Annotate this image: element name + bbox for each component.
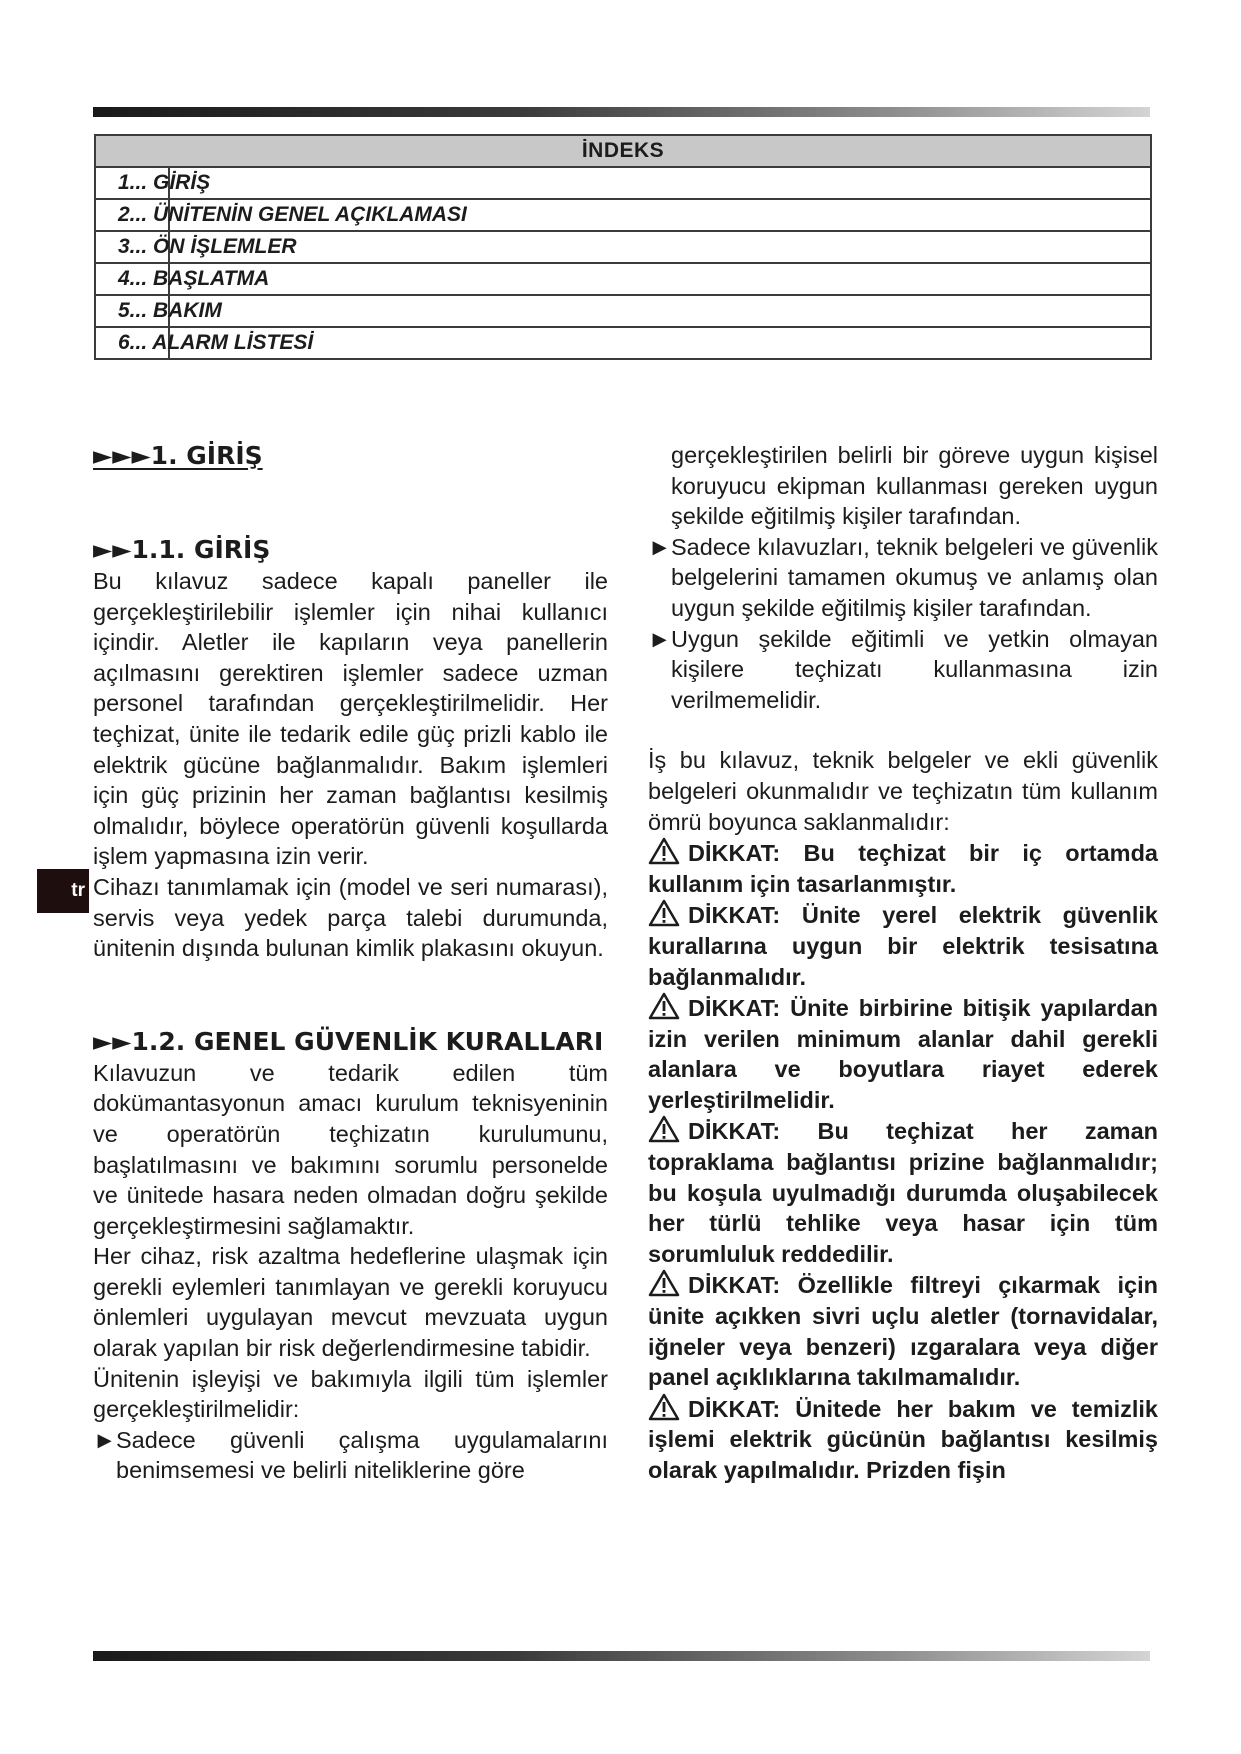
left-column (93, 440, 608, 1486)
warning-triangle-icon (648, 1393, 680, 1421)
index-title: İNDEKS (96, 136, 1150, 168)
index-item[interactable]: 1... GİRİŞ (96, 168, 1150, 200)
section-1-1-paragraph: Cihazı tanımlamak için (model ve seri numarası), servis veya yedek parça talebi durumunda, ünitenin dışında bulunan kimlik plakasını okuyun. (93, 873, 608, 962)
warning-triangle-icon (648, 837, 680, 865)
right-column (648, 440, 1158, 1486)
index-item[interactable]: 4... BAŞLATMA (96, 264, 1150, 296)
warning-text: DİKKAT: Ünitede her bakım ve temizlik işlemi elektrik gücünün bağlantısı kesilmiş olarak yapılmalıdır. Prizden fişin (648, 1395, 1158, 1483)
top-rule (93, 107, 1150, 117)
bottom-rule (93, 1651, 1150, 1661)
section-1-2-paragraph: Kılavuzun ve tedarik edilen tüm dokümantasyonun amacı kurulum teknisyeninin ve operatörün teçhizatın kurulumunu, başlatılmasını ve bakımını sorumlu personelde ve ünitede hasara neden olmadan doğru şekilde gerçekleştirmesini sağlamaktır. (93, 1059, 608, 1239)
index-item[interactable]: 2... ÜNİTENİN GENEL AÇIKLAMASI (96, 200, 1150, 232)
bullet-arrow-icon: ► (93, 1426, 117, 1453)
section-1-2-paragraph: Her cihaz, risk azaltma hedeflerine ulaşmak için gerekli eylemleri tanımlayan ve gerekli koruyucu önlemleri uygulayan mevcut mevzuata uygun olarak yapılan bir risk değerlendirmesine tabidir. (93, 1243, 608, 1362)
warning-text: DİKKAT: Özellikle filtreyi çıkarmak için ünite açıkken sivri uçlu aletler (tornavidalar, iğneler veya benzeri) ızgaralara veya diğer panel açıklıklarına takılmamalıdır. (648, 1272, 1158, 1391)
warning-item (648, 837, 1158, 899)
bullet-continuation: gerçekleştirilen belirli bir göreve uygun kişisel koruyucu ekipman kullanması gereken uygun şekilde eğitilmiş kişiler tarafından. (671, 442, 1158, 530)
section-1-2-heading: ►►1.2. GENEL GÜVENLİK KURALLARI (93, 1026, 604, 1056)
section-1-1-heading: ►►1.1. GİRİŞ (93, 535, 271, 564)
warning-item (648, 1269, 1158, 1392)
section-1-heading: ►►►1. GİRİŞ (93, 441, 263, 470)
warning-triangle-icon (648, 899, 680, 927)
bullet-arrow-icon: ► (648, 533, 672, 560)
warning-text: DİKKAT: Bu teçhizat bir iç ortamda kullanım için tasarlanmıştır. (648, 840, 1158, 897)
bullet-item (648, 532, 1158, 624)
index-item[interactable]: 3... ÖN İŞLEMLER (96, 232, 1150, 264)
warning-text: DİKKAT: Ünite yerel elektrik güvenlik kurallarına uygun bir elektrik tesisatına bağlanmalıdır. (648, 902, 1158, 990)
bullet-arrow-icon: ► (648, 625, 672, 652)
warning-triangle-icon (648, 1269, 680, 1297)
language-tab: tr (37, 869, 89, 913)
warning-item (648, 1393, 1158, 1486)
storage-paragraph: İş bu kılavuz, teknik belgeler ve ekli güvenlik belgeleri okunmalıdır ve teçhizatın tüm kullanım ömrü boyunca saklanmalıdır: (648, 747, 1158, 835)
bullet-text: Uygun şekilde eğitimli ve yetkin olmayan kişilere teçhizatı kullanmasına izin verilmemelidir. (671, 625, 1158, 713)
index-item[interactable]: 5... BAKIM (96, 296, 1150, 328)
index-item[interactable]: 6... ALARM LİSTESİ (118, 331, 314, 354)
section-1-1-paragraph: Bu kılavuz sadece kapalı paneller ile gerçekleştirilebilir işlemler için nihai kullanıcı içindir. Aletler ile kapıların veya panellerin açılmasını gerektiren işlemler sadece uzman personel tarafından gerçekleştirilmelidir. Her teçhizat, ünite ile tedarik edile güç prizli kablo ile elektrik gücüne bağlanmalıdır. Bakım işlemleri için güç prizinin her zaman bağlantısı kesilmiş olmalıdır, böylece operatörün güvenli koşullarda işlem yapmasına izin verir. (93, 568, 608, 870)
bullet-text: Sadece güvenli çalışma uygulamalarını benimsemesi ve belirli niteliklerine göre (116, 1426, 608, 1484)
bullet-text: Sadece kılavuzları, teknik belgeleri ve güvenlik belgelerini tamamen okumuş ve anlamış olan uygun şekilde eğitilmiş kişiler tarafından. (671, 533, 1158, 621)
warning-triangle-icon (648, 992, 680, 1020)
section-1-2-paragraph: Ünitenin işleyişi ve bakımıyla ilgili tüm işlemler gerçekleştirilmelidir: (93, 1365, 608, 1423)
warning-triangle-icon (648, 1115, 680, 1143)
warning-item (648, 899, 1158, 992)
bullet-item (648, 624, 1158, 716)
warning-text: DİKKAT: Ünite birbirine bitişik yapılardan izin verilen minimum alanlar dahil gerekli alanlara ve boyutlara riayet ederek yerleştirilmelidir. (648, 995, 1158, 1113)
warning-text: DİKKAT: Bu teçhizat her zaman topraklama bağlantısı prizine bağlanmalıdır; bu koşula uyulmadığı durumda oluşabilecek her türlü tehlike veya hasar için tüm sorumluluk reddedilir. (648, 1118, 1158, 1267)
index-table (94, 134, 1152, 360)
warning-item (648, 1115, 1158, 1269)
warning-item (648, 992, 1158, 1115)
bullet-item (93, 1425, 608, 1486)
